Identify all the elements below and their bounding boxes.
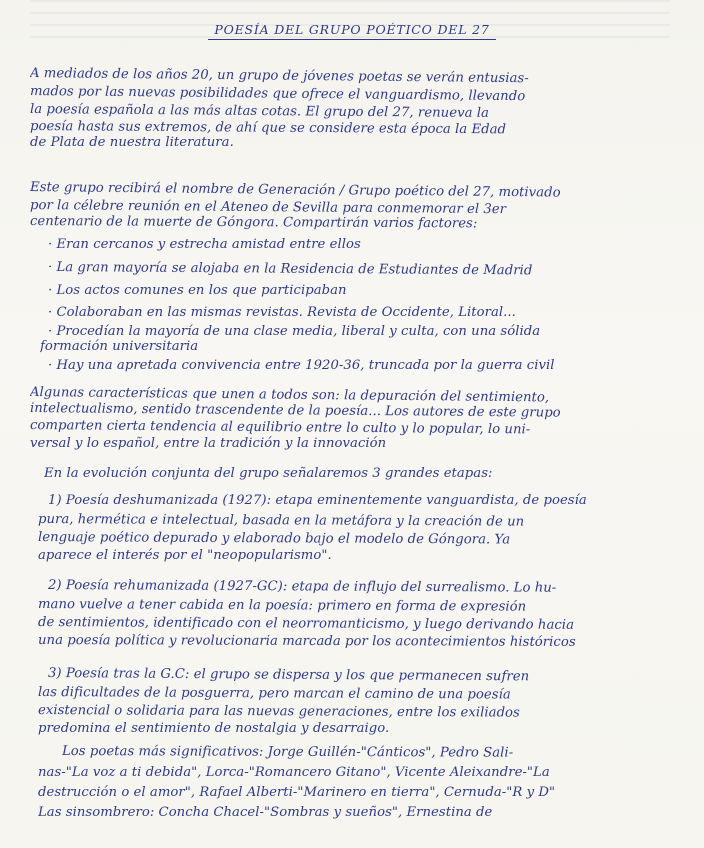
paragraph-line: versal y lo español, entre la tradición y la innovación	[30, 436, 387, 451]
title-text: POESÍA DEL GRUPO POÉTICO DEL 27	[208, 22, 495, 40]
list-item: · Eran cercanos y estrecha amistad entre ellos	[48, 237, 361, 252]
paragraph-line: la poesía española a las más altas cotas. El grupo del 27, renueva la	[29, 102, 490, 122]
list-item: · La gran mayoría se alojaba en la Residencia de Estudiantes de Madrid	[47, 260, 533, 279]
paragraph-line: centenario de la muerte de Góngora. Compartirán varios factores:	[29, 214, 478, 232]
stage-line: mano vuelve a tener cabida en la poesía: primero en forma de expresión	[37, 597, 527, 615]
paragraph-line: Este grupo recibirá el nombre de Generación / Grupo poético del 27, motivado	[29, 180, 561, 201]
paragraph-line: por la célebre reunión en el Ateneo de Sevilla para conmemorar el 3er	[29, 198, 507, 218]
page-title	[0, 22, 704, 37]
paragraph-line: de Plata de nuestra literatura.	[30, 135, 234, 150]
stage-line: las dificultades de la posguerra, pero marcan el camino de una poesía	[37, 685, 511, 703]
list-item: · Procedían la mayoría de una clase media, liberal y culta, con una sólida	[48, 324, 541, 339]
list-item-continuation: formación universitaria	[40, 339, 199, 354]
list-item: · Hay una apretada convivencia entre 1920-36, truncada por la guerra civil	[48, 358, 555, 373]
paragraph-line: Algunas características que unen a todos son: la depuración del sentimiento,	[29, 385, 550, 406]
stage-line: aparece el interés por el "neopopularismo".	[38, 548, 332, 563]
poets-line: destrucción o el amor", Rafael Alberti-"Marinero en tierra", Cernuda-"R y D"	[38, 785, 556, 800]
stage-line: de sentimientos, identificado con el neorromanticismo, y luego derivando hacia	[37, 615, 575, 633]
stage-line: una poesía política y revolucionaria marcada por los acontecimientos históricos	[37, 633, 576, 650]
stage-line: existencial o solidaria para las nuevas generaciones, entre los exiliados	[37, 703, 520, 721]
paragraph-line: poesía hasta sus extremos, de ahí que se considere esta época la Edad	[29, 119, 507, 138]
paragraph-line: comparten cierta tendencia al equilibrio entre lo culto y lo popular, lo uni-	[29, 418, 531, 438]
stage-line: 1) Poesía deshumanizada (1927): etapa eminentemente vanguardista, de poesía	[48, 493, 587, 508]
stage-line: pura, hermética e intelectual, basada en la metáfora y la creación de un	[37, 512, 525, 530]
stage-line: predomina el sentimiento de nostalgia y desarraigo.	[38, 721, 390, 736]
stage-line: lenguaje poético depurado y elaborado bajo el modelo de Góngora. Ya	[37, 530, 511, 548]
paragraph-line: intelectualismo, sentido trascendente de la poesía... Los autores de este grupo	[29, 401, 561, 421]
poets-line: nas-"La voz a ti debida", Lorca-"Romancero Gitano", Vicente Aleixandre-"La	[38, 765, 550, 780]
stage-line: 2) Poesía rehumanizada (1927-GC): etapa de influjo del surrealismo. Lo hu-	[47, 578, 557, 596]
paragraph-line: mados por las nuevas posibilidades que ofrece el vanguardismo, llevando	[29, 84, 526, 105]
paragraph-line: En la evolución conjunta del grupo señalaremos 3 grandes etapas:	[44, 466, 493, 481]
poets-line: Los poetas más significativos: Jorge Guillén-"Cánticos", Pedro Sali-	[61, 744, 514, 761]
stage-line: 3) Poesía tras la G.C: el grupo se dispersa y los que permanecen sufren	[47, 666, 530, 685]
list-item: · Los actos comunes en los que participaban	[48, 283, 347, 298]
poets-line: Las sinsombrero: Concha Chacel-"Sombras y sueños", Ernestina de	[38, 805, 493, 820]
paragraph-line: A mediados de los años 20, un grupo de jóvenes poetas se verán entusias-	[29, 66, 529, 87]
list-item: · Colaboraban en las mismas revistas. Revista de Occidente, Litoral...	[48, 305, 516, 320]
